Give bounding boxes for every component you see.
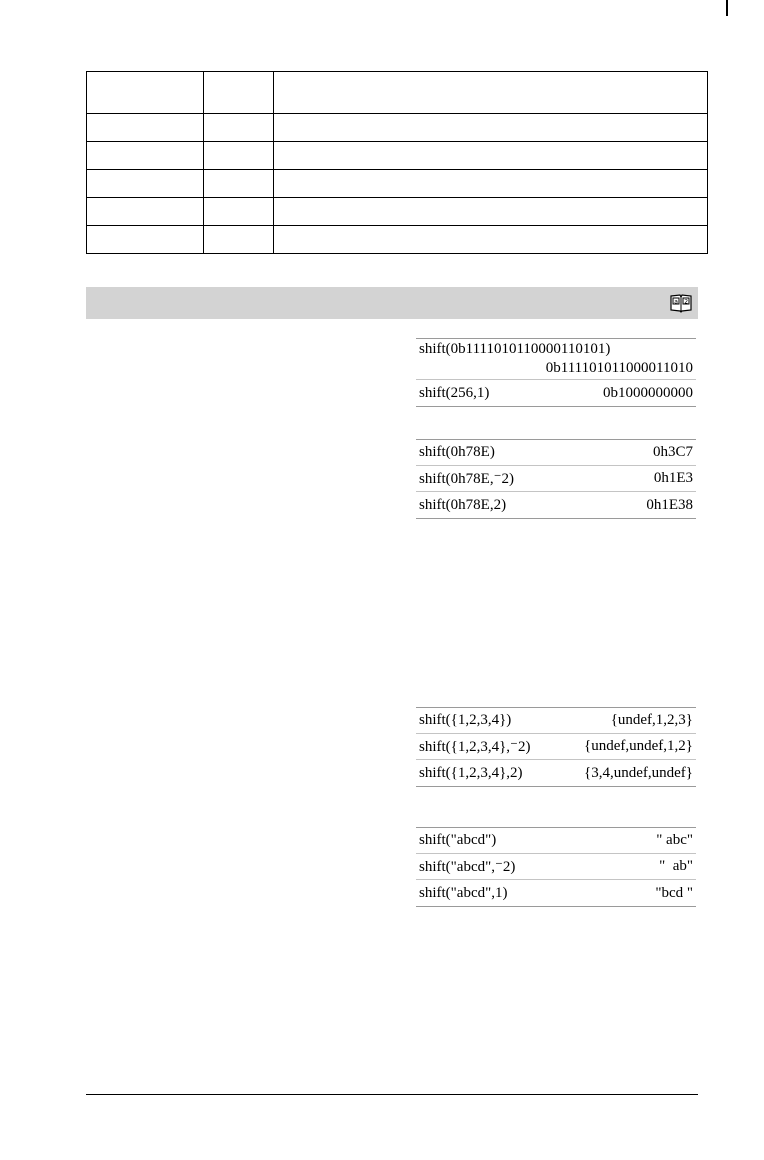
calc-expression: shift(0b1111010110000110101) <box>419 341 611 357</box>
svg-text:a: a <box>674 298 678 306</box>
section-header-bar <box>86 287 698 319</box>
table-cell <box>87 72 204 114</box>
calc-result: 0h1E3 <box>653 470 693 486</box>
calc-result: {undef,undef,1,2} <box>584 738 693 754</box>
calc-row <box>416 760 696 786</box>
table-cell <box>274 226 708 254</box>
calc-result: 0h3C7 <box>652 444 693 460</box>
calc-result: {undef,1,2,3} <box>610 712 693 728</box>
calc-expression: shift("abcd") <box>419 832 497 848</box>
table-cell <box>274 114 708 142</box>
calc-expression: shift(256,1) <box>419 384 490 401</box>
calc-result: 0b1000000000 <box>603 384 693 401</box>
calc-row <box>416 828 696 854</box>
table-cell <box>87 226 204 254</box>
table-cell <box>204 170 274 198</box>
calc-panel-binary <box>416 338 696 407</box>
table-row <box>87 198 708 226</box>
calc-expression: shift(0h78E,⁻2) <box>419 471 514 487</box>
svg-text:2: 2 <box>684 298 689 306</box>
calc-row <box>416 854 696 880</box>
calc-result: 0b111101011000011010 <box>545 360 693 376</box>
table-cell <box>274 198 708 226</box>
table-row <box>87 72 708 114</box>
table-cell <box>87 198 204 226</box>
calc-expression: shift("abcd",⁻2) <box>419 859 516 875</box>
table-cell <box>87 142 204 170</box>
calc-expression: shift("abcd",1) <box>419 884 508 901</box>
table-cell <box>204 114 274 142</box>
table-cell <box>274 170 708 198</box>
calc-expression: shift(0h78E,2) <box>419 496 507 513</box>
table-cell <box>274 72 708 114</box>
calc-result: {3,4,undef,undef} <box>584 764 693 781</box>
catalog-book-icon <box>670 293 692 313</box>
calc-panel-string <box>416 827 696 907</box>
calc-row <box>416 492 696 518</box>
calc-expression: shift({1,2,3,4},⁻2) <box>419 739 531 755</box>
calc-expression: shift({1,2,3,4},2) <box>419 764 523 781</box>
table-cell <box>204 142 274 170</box>
calc-row <box>416 708 696 734</box>
calc-result: "bcd " <box>655 884 693 901</box>
calc-result: " ab" <box>659 858 693 874</box>
table-row <box>87 114 708 142</box>
page-edge-marker <box>700 0 728 16</box>
table-cell <box>87 170 204 198</box>
reference-table <box>86 71 708 254</box>
table-row <box>87 170 708 198</box>
calc-expression: shift(0h78E) <box>419 444 495 460</box>
table-row <box>87 226 708 254</box>
calc-row <box>416 339 696 380</box>
table-cell <box>204 226 274 254</box>
calc-row <box>416 440 696 466</box>
table-cell <box>204 198 274 226</box>
calc-result: " abc" <box>656 832 693 848</box>
calc-result: 0h1E38 <box>646 496 693 513</box>
table-cell <box>87 114 204 142</box>
calc-row <box>416 380 696 406</box>
calc-panel-hex <box>416 439 696 519</box>
calc-row <box>416 734 696 760</box>
footer-rule <box>86 1094 698 1095</box>
calc-row <box>416 880 696 906</box>
table-cell <box>274 142 708 170</box>
calc-expression: shift({1,2,3,4}) <box>419 712 512 728</box>
calc-panel-list <box>416 707 696 787</box>
table-row <box>87 142 708 170</box>
table-cell <box>204 72 274 114</box>
calc-row <box>416 466 696 492</box>
